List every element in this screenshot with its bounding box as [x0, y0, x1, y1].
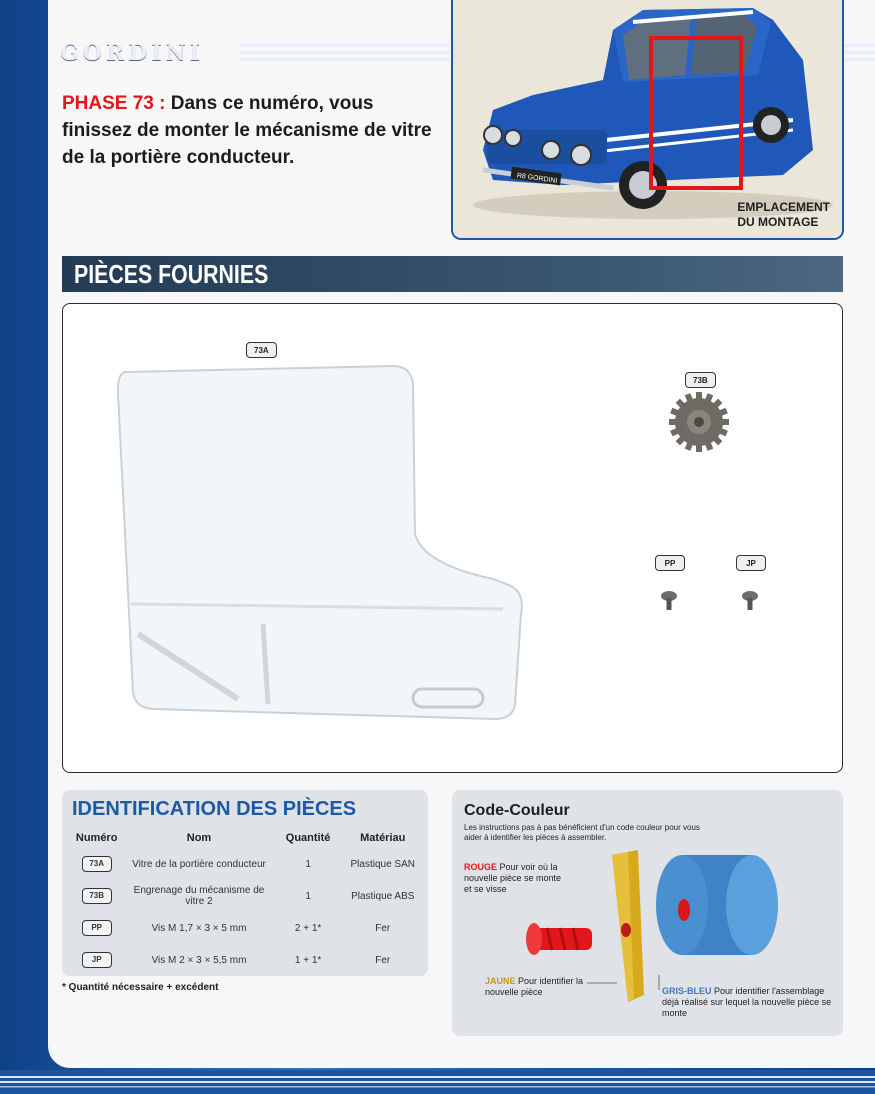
car-plate-text: R8 GORDINI	[516, 172, 558, 185]
color-code-panel	[452, 790, 843, 1036]
table-row	[68, 912, 422, 944]
parts-illustration	[63, 304, 841, 770]
row-number-tag: JP	[82, 952, 112, 968]
table-row	[68, 944, 422, 976]
row-quantity: 2 + 1*	[294, 922, 322, 934]
bottom-stripes	[0, 1070, 875, 1094]
table-header-row	[68, 828, 422, 848]
gris-bleu-legend	[662, 986, 832, 1019]
row-number-tag: 73B	[82, 888, 112, 904]
section-title: PIÈCES FOURNIES	[74, 259, 269, 289]
row-number-tag: PP	[82, 920, 112, 936]
jaune-word: JAUNE	[485, 976, 516, 986]
gear-73b	[669, 392, 729, 452]
row-material: Fer	[375, 922, 391, 934]
location-label: EMPLACEMENT DU MONTAGE	[737, 200, 830, 229]
table-row	[68, 880, 422, 912]
row-number-tag: 73A	[82, 856, 112, 872]
gris-bleu-text: Pour identifier l'assemblage déjà réalisé sur lequel la nouvelle pièce se monte	[662, 986, 832, 1018]
identification-panel	[62, 790, 428, 976]
part-tag-73a: 73A	[246, 342, 277, 358]
color-code-subtitle: Les instructions pas à pas bénéficient d'un code couleur pour vous aider à identifier les pièces à assembler.	[464, 823, 700, 842]
row-material: Plastique ABS	[351, 890, 415, 902]
phase-label: PHASE 73 :	[62, 93, 166, 114]
row-name: Vis M 2 × 3 × 5,5 mm	[151, 954, 247, 966]
col-quantite: Quantité	[285, 832, 331, 844]
phase-text: Dans ce numéro, vous finissez de monter le mécanisme de vitre de la portière conducteur.	[62, 93, 432, 168]
color-code-title: Code-Couleur	[464, 802, 570, 819]
row-name: Engrenage du mécanisme de vitre 2	[133, 885, 265, 907]
red-screw-shape	[526, 923, 592, 955]
rouge-word: ROUGE	[464, 862, 498, 872]
col-nom: Nom	[186, 832, 212, 844]
identification-title: IDENTIFICATION DES PIÈCES	[72, 798, 357, 820]
section-band	[62, 256, 843, 292]
car-location-image	[451, 0, 844, 240]
col-materiau: Matériau	[360, 832, 406, 844]
row-quantity: 1	[305, 858, 311, 870]
row-quantity: 1	[305, 890, 311, 902]
jaune-legend	[485, 976, 585, 998]
col-numero: Numéro	[75, 832, 118, 844]
row-name: Vis M 1,7 × 3 × 5 mm	[151, 922, 247, 934]
row-name: Vitre de la portière conducteur	[132, 858, 266, 870]
logo-stripes	[240, 40, 450, 64]
screw-jp	[742, 591, 758, 610]
rouge-legend	[464, 862, 564, 895]
phase-intro	[62, 90, 442, 171]
gris-bleu-word: GRIS-BLEU	[662, 986, 712, 996]
quantity-footnote: * Quantité nécessaire + excédent	[62, 982, 219, 993]
blue-cylinder-shape	[656, 855, 778, 955]
table-row	[68, 848, 422, 880]
row-quantity: 1 + 1*	[294, 954, 322, 966]
row-material: Fer	[375, 954, 391, 966]
window-glass-73a	[118, 366, 522, 719]
jaune-text: Pour identifier la nouvelle pièce	[485, 976, 584, 997]
parts-photo-panel	[62, 303, 843, 773]
part-tag-73b: 73B	[685, 372, 716, 388]
gordini-logo: GORDINI	[60, 40, 205, 66]
screw-pp	[661, 591, 677, 610]
part-tag-pp: PP	[655, 555, 685, 571]
rouge-text: Pour voir où la nouvelle pièce se monte et se visse	[464, 862, 562, 894]
parts-table	[68, 828, 422, 976]
row-material: Plastique SAN	[350, 858, 415, 870]
logo-stripes-right	[845, 40, 875, 64]
part-tag-jp: JP	[736, 555, 766, 571]
